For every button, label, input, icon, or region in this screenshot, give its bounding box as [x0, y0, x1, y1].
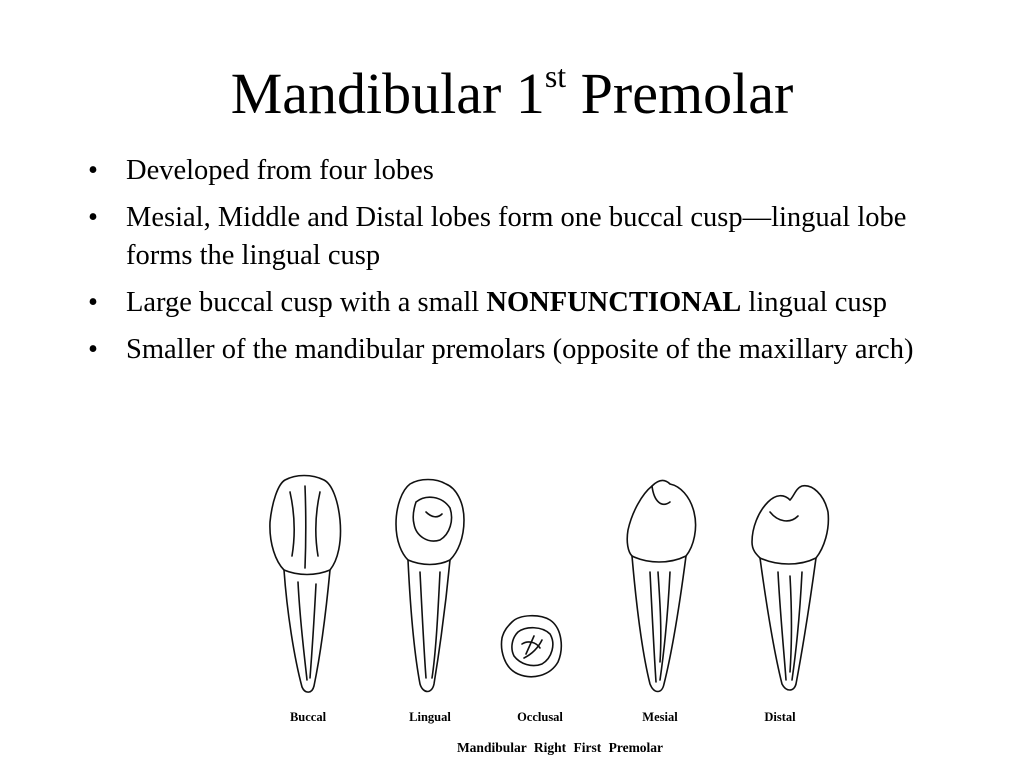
occlusal-tooth-drawing	[502, 616, 562, 677]
bullet-marker: •	[88, 287, 98, 318]
bullet-item	[88, 331, 918, 369]
bullet-item	[88, 284, 918, 322]
premolar-figure	[250, 472, 870, 762]
mesial-tooth-drawing	[627, 480, 695, 691]
bullet-text-after: lingual cusp	[741, 287, 887, 318]
title-main: Mandibular 1	[230, 61, 545, 126]
view-label-occlusal: Occlusal	[517, 710, 563, 724]
figure-caption: Mandibular Right First Premolar	[456, 740, 664, 755]
slide-title	[0, 58, 1024, 126]
bullet-item	[88, 199, 918, 275]
view-label-distal: Distal	[764, 710, 796, 724]
bullet-item	[88, 152, 918, 190]
lingual-tooth-drawing	[396, 480, 464, 692]
bullet-text: Smaller of the mandibular premolars (opposite of the maxillary arch)	[126, 334, 914, 365]
view-label-lingual: Lingual	[409, 710, 451, 724]
view-label-buccal: Buccal	[289, 710, 327, 724]
title-tail: Premolar	[566, 61, 794, 126]
bullet-text: Developed from four lobes	[126, 155, 434, 186]
bullet-text: Mesial, Middle and Distal lobes form one buccal cusp—lingual lobe forms the lingual cusp	[126, 202, 907, 271]
bullet-marker: •	[88, 155, 98, 186]
buccal-tooth-drawing	[270, 476, 341, 693]
distal-tooth-drawing	[752, 486, 828, 690]
bullet-text-before: Large buccal cusp with a small	[126, 287, 487, 318]
bullet-marker: •	[88, 202, 98, 233]
bullet-list	[88, 152, 918, 378]
view-label-mesial: Mesial	[642, 710, 678, 724]
tooth-drawings	[250, 472, 870, 712]
bullet-bold-text: NONFUNCTIONAL	[486, 287, 742, 318]
title-superscript: st	[544, 58, 567, 94]
bullet-marker: •	[88, 334, 98, 365]
